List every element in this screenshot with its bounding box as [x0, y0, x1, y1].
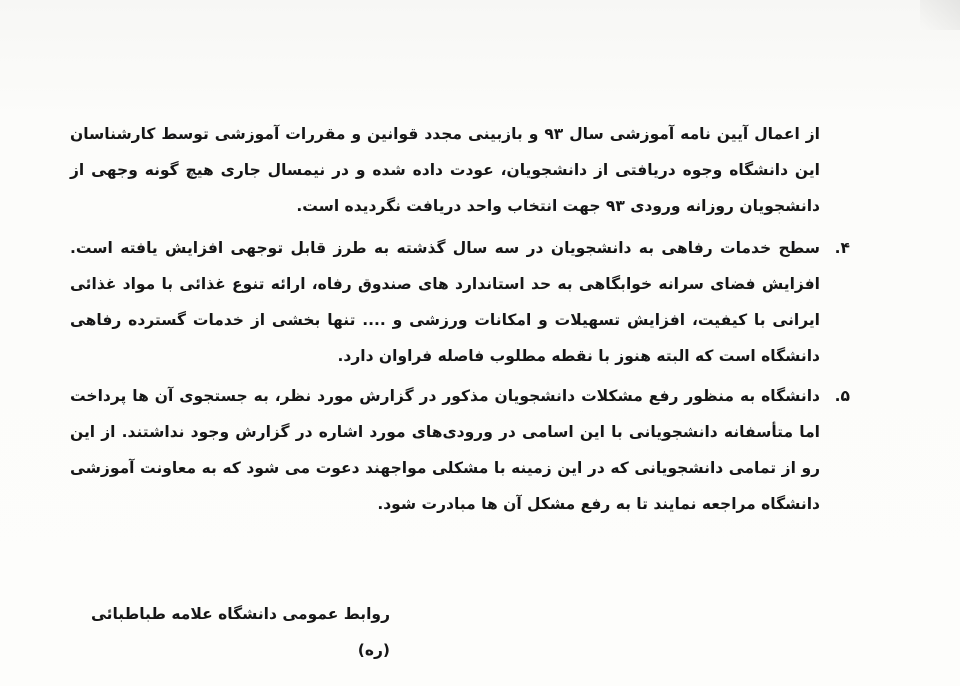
- list-item-text: دانشگاه به منظور رفع مشکلات دانشجویان مذکور در گزارش مورد نظر، به جستجوی آن ها پرداخت اما متأسفانه دانشجویانی با این اسامی در ورودی‌های مورد اشاره در گزارش وجود نداشتند. از این رو از تمامی دانشجویانی که در این زمینه با مشکلی مواجهند دعوت می شود که به معاونت آموزشی دانشگاه مراجعه نمایند تا به رفع مشکل آن ها مبادرت شود.: [70, 387, 820, 513]
- list-item-number: ۴.: [834, 239, 850, 257]
- list-item-number: ۵.: [834, 387, 850, 405]
- signature-public-relations: روابط عمومی دانشگاه علامه طباطبائی (ره): [90, 605, 390, 659]
- scan-shadow: [920, 0, 960, 30]
- list-item-student-problems: [70, 378, 850, 522]
- list-item-welfare-services: [70, 230, 850, 374]
- list-item-text: سطح خدمات رفاهی به دانشجویان در سه سال گذشته به طرز قابل توجهی افزایش یافته است. افزایش فضای سرانه خوابگاهی به حد استاندارد های صندوق رفاه، ارائه تنوع غذائی با مواد غذائی ایرانی با کیفیت، افزایش تسهیلات و امکانات ورزشی و .... تنها بخشی از خدمات گسترده رفاهی دانشگاه است که البته هنوز با نقطه مطلوب فاصله فراوان دارد.: [70, 239, 820, 365]
- paragraph-tuition-refund: از اعمال آیین نامه آموزشی سال ۹۳ و بازبینی مجدد قوانین و مقررات آموزشی توسط کارشناسان این دانشگاه وجوه دریافتی از دانشجویان، عودت داده شده و در نیمسال جاری هیچ گونه وجهی از دانشجویان روزانه ورودی ۹۳ جهت انتخاب واحد دریافت نگردیده است.: [70, 125, 820, 215]
